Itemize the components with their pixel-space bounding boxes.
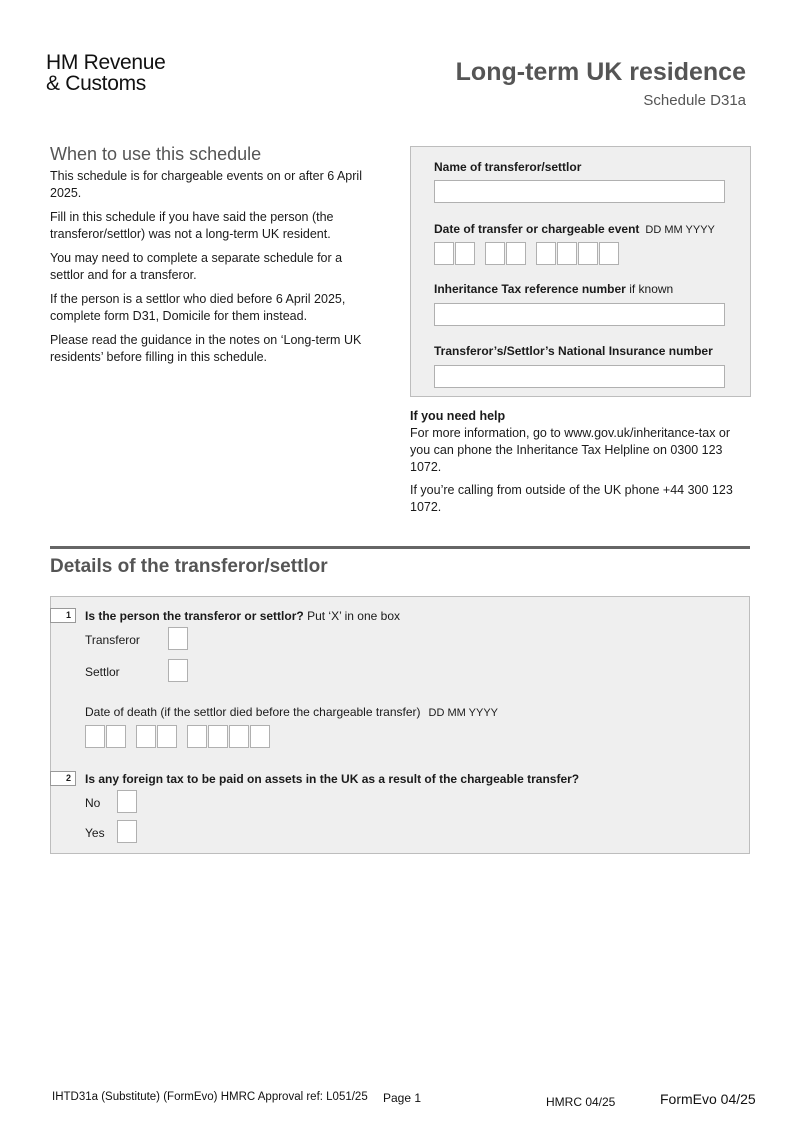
intro-paragraph: If the person is a settlor who died before 6 April 2025, complete form D31, Domicile for them instead. bbox=[50, 292, 346, 323]
date-digit-box[interactable] bbox=[455, 242, 475, 265]
hmrc-version: HMRC 04/25 bbox=[546, 1095, 616, 1109]
nino-label: Transferor’s/Settlor’s National Insurance number bbox=[434, 344, 713, 358]
date-digit-box[interactable] bbox=[485, 242, 505, 265]
name-label: Name of transferor/settlor bbox=[434, 160, 582, 174]
date-label bbox=[434, 222, 715, 236]
option-settlor-label: Settlor bbox=[85, 665, 120, 679]
name-field[interactable] bbox=[434, 180, 725, 203]
intro-paragraph: Fill in this schedule if you have said the person (the transferor/settlor) was not a long-term UK resident. bbox=[50, 210, 334, 241]
form-reference: IHTD31a (Substitute) (FormEvo) HMRC Approval ref: L051/25 bbox=[52, 1091, 368, 1103]
date-of-death-field[interactable] bbox=[85, 725, 285, 748]
brand-line-1: HM Revenue bbox=[46, 51, 166, 74]
no-checkbox[interactable] bbox=[117, 790, 137, 813]
questions-panel bbox=[50, 596, 750, 854]
date-digit-box[interactable] bbox=[434, 242, 454, 265]
date-of-death-text: Date of death (if the settlor died before the chargeable transfer) bbox=[85, 705, 421, 719]
date-digit-box[interactable] bbox=[250, 725, 270, 748]
section-divider bbox=[50, 546, 750, 549]
intro-paragraph: This schedule is for chargeable events on or after 6 April 2025. bbox=[50, 169, 362, 200]
question-2-text: Is any foreign tax to be paid on assets in the UK as a result of the chargeable transfer? bbox=[85, 772, 580, 786]
date-digit-box[interactable] bbox=[578, 242, 598, 265]
date-digit-box[interactable] bbox=[85, 725, 105, 748]
question-number-1: 1 bbox=[50, 608, 76, 623]
date-format-hint: DD MM YYYY bbox=[645, 224, 715, 236]
help-paragraph: If you’re calling from outside of the UK phone +44 300 123 1072. bbox=[410, 483, 733, 514]
intro-paragraph: You may need to complete a separate schedule for a settlor and for a transferor. bbox=[50, 251, 343, 282]
option-yes-label: Yes bbox=[85, 826, 105, 840]
question-1-label: Is the person the transferor or settlor? bbox=[85, 609, 304, 623]
date-digit-box[interactable] bbox=[536, 242, 556, 265]
question-1-text bbox=[85, 609, 400, 623]
question-1-instruction: Put ‘X’ in one box bbox=[307, 609, 401, 623]
transferor-checkbox[interactable] bbox=[168, 627, 188, 650]
date-digit-box[interactable] bbox=[157, 725, 177, 748]
section-title: Details of the transferor/settlor bbox=[50, 556, 328, 577]
identity-panel bbox=[410, 146, 751, 397]
date-digit-box[interactable] bbox=[187, 725, 207, 748]
brand-line-2: & Customs bbox=[46, 72, 146, 95]
iht-label bbox=[434, 282, 673, 296]
date-of-death-format: DD MM YYYY bbox=[428, 707, 499, 719]
date-digit-box[interactable] bbox=[599, 242, 619, 265]
yes-checkbox[interactable] bbox=[117, 820, 137, 843]
intro-text bbox=[50, 168, 370, 373]
date-digit-box[interactable] bbox=[506, 242, 526, 265]
intro-heading: When to use this schedule bbox=[50, 144, 262, 164]
schedule-code: Schedule D31a bbox=[643, 92, 746, 109]
help-paragraph: For more information, go to www.gov.uk/inheritance-tax or you can phone the Inheritance Tax Helpline on 0300 123 1072. bbox=[410, 426, 731, 474]
date-digit-box[interactable] bbox=[229, 725, 249, 748]
iht-label-suffix: if known bbox=[629, 282, 674, 296]
nino-field[interactable] bbox=[434, 365, 725, 388]
date-digit-box[interactable] bbox=[208, 725, 228, 748]
option-no-label: No bbox=[85, 796, 101, 810]
option-transferor-label: Transferor bbox=[85, 633, 140, 647]
hmrc-logo bbox=[46, 52, 166, 94]
date-digit-box[interactable] bbox=[106, 725, 126, 748]
date-digit-box[interactable] bbox=[136, 725, 156, 748]
iht-reference-field[interactable] bbox=[434, 303, 725, 326]
help-section bbox=[410, 408, 750, 522]
iht-label-text: Inheritance Tax reference number bbox=[434, 282, 626, 296]
date-of-transfer-field[interactable] bbox=[434, 242, 634, 265]
formevo-version: FormEvo 04/25 bbox=[660, 1091, 756, 1107]
date-of-death-label bbox=[85, 705, 498, 719]
page-title: Long-term UK residence bbox=[455, 58, 746, 86]
date-digit-box[interactable] bbox=[557, 242, 577, 265]
question-number-2: 2 bbox=[50, 771, 76, 786]
intro-paragraph: Please read the guidance in the notes on ‘Long-term UK residents’ before filling in this schedule. bbox=[50, 333, 362, 364]
settlor-checkbox[interactable] bbox=[168, 659, 188, 682]
help-heading: If you need help bbox=[410, 409, 506, 423]
page-number: Page 1 bbox=[383, 1091, 422, 1105]
date-label-text: Date of transfer or chargeable event bbox=[434, 222, 640, 236]
